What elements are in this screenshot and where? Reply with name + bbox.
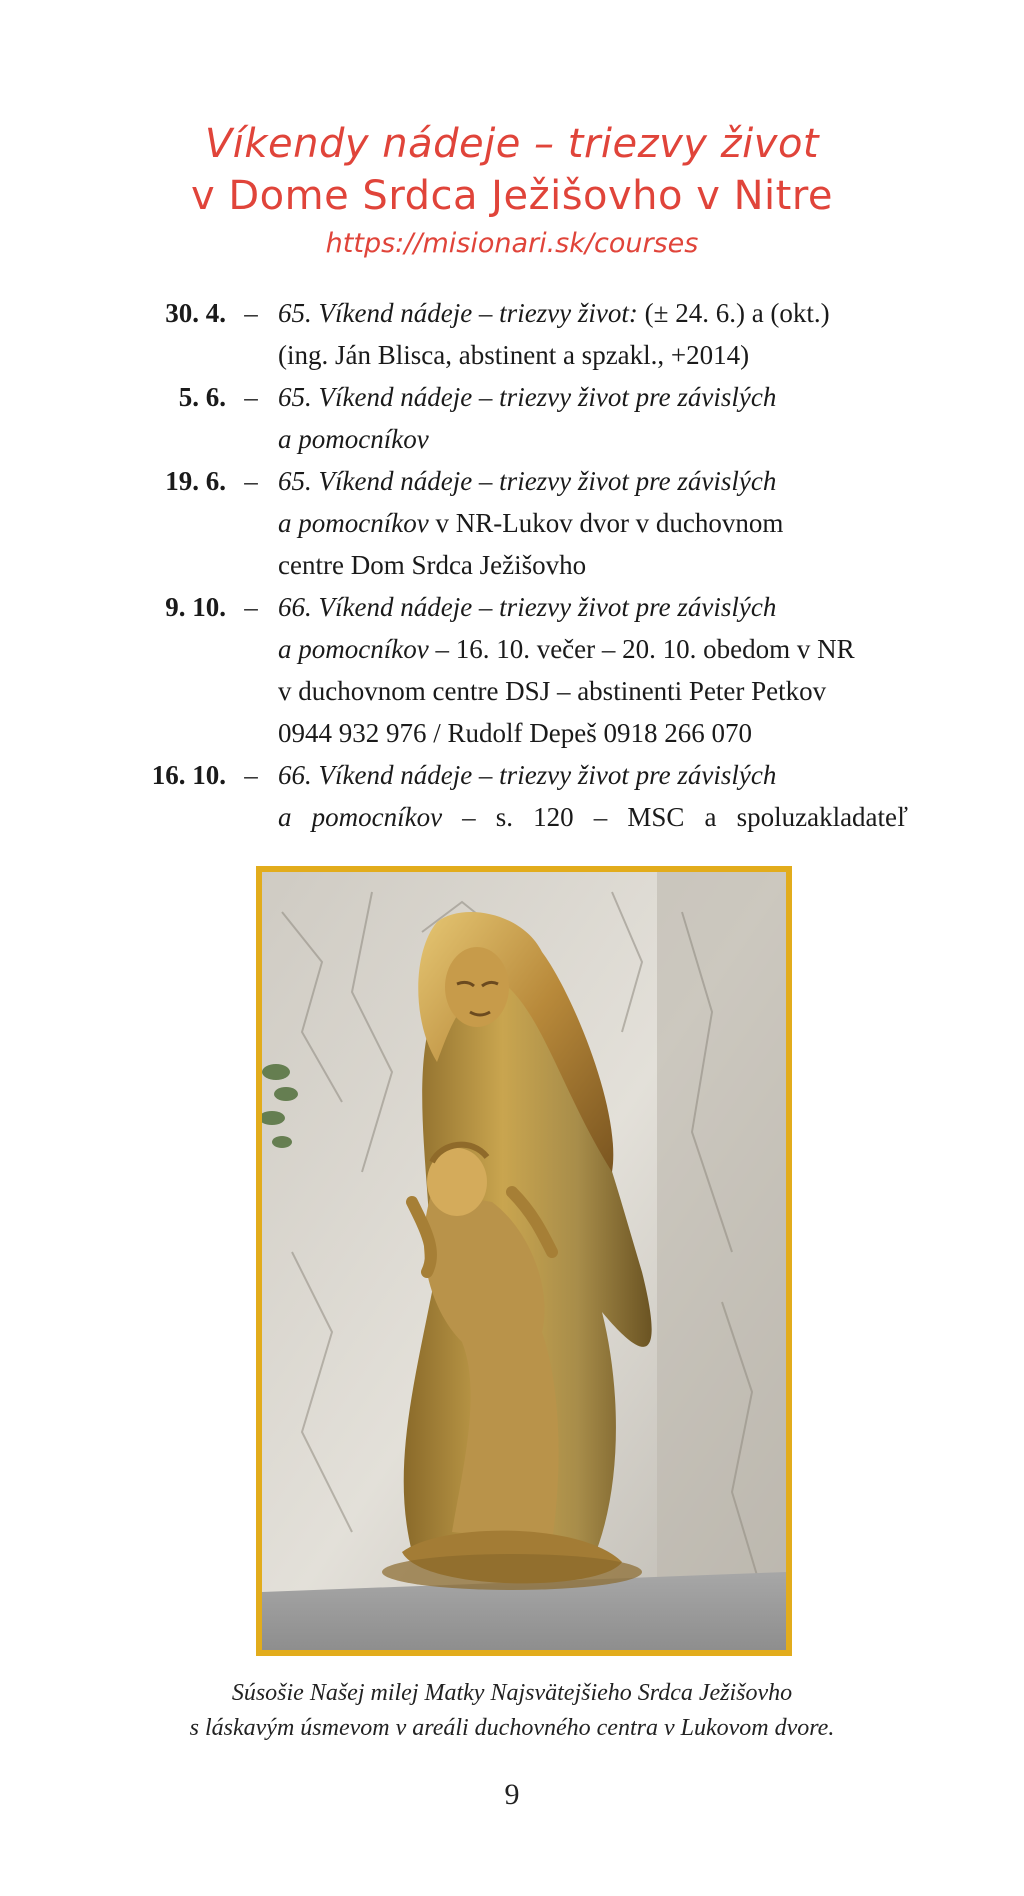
entry-dash: –	[244, 466, 258, 496]
entry-note: (± 24. 6.) a (okt.)	[637, 298, 830, 328]
entry-title: 65. Víkend nádeje – triezvy život pre závislých	[278, 466, 777, 496]
entry-phones: 0944 932 976 / Rudolf Depeš 0918 266 070	[278, 718, 752, 748]
entry-note: – s. 120 – MSC a spoluzakladateľ	[442, 802, 908, 832]
entry-title: 65. Víkend nádeje – triezvy život pre závislých	[278, 382, 777, 412]
entry-date: 30. 4.	[165, 298, 226, 328]
entry-detail: (ing. Ján Blisca, abstinent a spzakl., +2014)	[278, 340, 750, 370]
entry-title-cont: a pomocníkov	[278, 508, 429, 538]
entry-date: 5. 6.	[178, 382, 226, 412]
caption-line: Súsošie Našej milej Matky Najsvätejšieho Srdca Ježišovho	[231, 1680, 793, 1706]
entry-dash: –	[244, 382, 258, 412]
entry-dates: – 16. 10. večer – 20. 10. obedom v NR	[428, 634, 855, 664]
schedule-list	[0, 292, 1024, 838]
statue-photo	[256, 866, 792, 1656]
section-subtitle: v Dome Srdca Ježišovho v Nitre	[190, 173, 833, 219]
entry-dash: –	[244, 760, 258, 790]
entry-text	[278, 376, 908, 460]
schedule-entry	[0, 754, 1024, 838]
entry-text	[278, 586, 908, 754]
entry-title-cont: a pomocníkov	[278, 802, 443, 832]
schedule-entry	[0, 586, 1024, 754]
entry-date: 16. 10.	[151, 760, 226, 790]
entry-text	[278, 754, 908, 838]
entry-date: 19. 6.	[165, 466, 226, 496]
entry-detail: v duchovnom centre DSJ – abstinenti Peter Petkov	[278, 676, 827, 706]
entry-text	[278, 460, 908, 586]
section-title: Víkendy nádeje – triezvy život	[204, 121, 820, 167]
photo-caption	[0, 1676, 1024, 1746]
entry-detail: centre Dom Srdca Ježišovho	[278, 550, 587, 580]
schedule-entry	[0, 292, 1024, 376]
entry-dash: –	[244, 298, 258, 328]
entry-dash: –	[244, 592, 258, 622]
statue-image	[262, 872, 786, 1650]
entry-location: v NR-Lukov dvor v duchovnom	[428, 508, 784, 538]
page-header	[0, 118, 1024, 264]
entry-title: 66. Víkend nádeje – triezvy život pre závislých	[278, 760, 777, 790]
courses-link[interactable]: https://misionari.sk/courses	[325, 228, 699, 259]
entry-title: 66. Víkend nádeje – triezvy život pre závislých	[278, 592, 777, 622]
schedule-entry	[0, 376, 1024, 460]
entry-text	[278, 292, 908, 376]
entry-title-cont: a pomocníkov	[278, 634, 429, 664]
caption-line: s láskavým úsmevom v areáli duchovného centra v Lukovom dvore.	[189, 1715, 835, 1741]
entry-title: 65. Víkend nádeje – triezvy život:	[278, 298, 638, 328]
page-number: 9	[504, 1778, 520, 1811]
entry-date: 9. 10.	[165, 592, 226, 622]
schedule-entry	[0, 460, 1024, 586]
entry-title-cont: a pomocníkov	[278, 424, 429, 454]
